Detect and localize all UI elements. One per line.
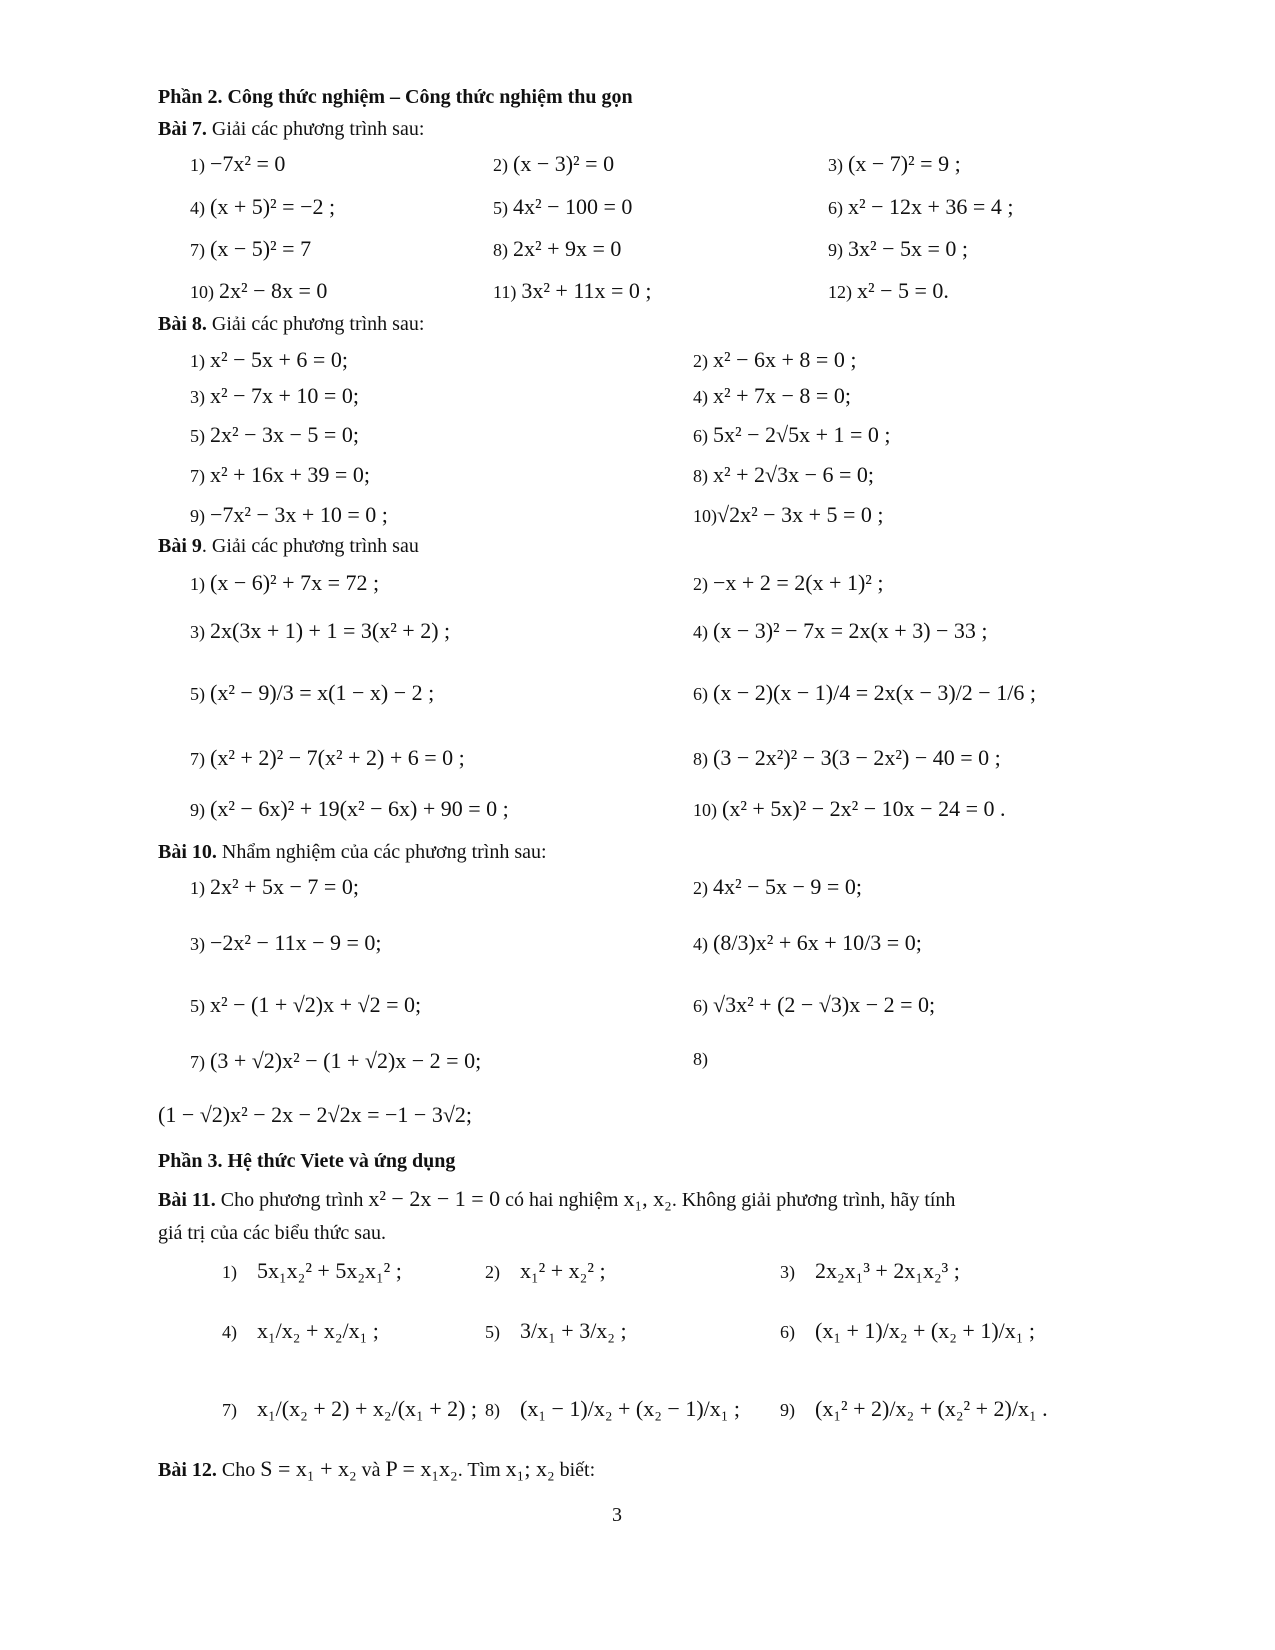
b10-item-8: [158, 1102, 472, 1128]
exercise-10-heading: [158, 841, 547, 864]
page-number: 3: [612, 1504, 622, 1526]
item-number: 9): [828, 240, 843, 260]
equation: 2x² + 5x − 7 = 0;: [210, 874, 359, 899]
equation: 2x₂x₁³ + 2x₁x₂³ ;: [815, 1258, 960, 1283]
equation: x² − 5 = 0.: [857, 278, 949, 303]
b11-item-3: [780, 1258, 960, 1284]
equation: 4x² − 5x − 9 = 0;: [713, 874, 862, 899]
item-number: 7): [190, 240, 205, 260]
exercise-9-heading: [158, 535, 419, 558]
equation: x² − 6x + 8 = 0 ;: [713, 347, 857, 372]
equation: −7x² − 3x + 10 = 0 ;: [210, 502, 388, 527]
equation: √3x² + (2 − √3)x − 2 = 0;: [713, 992, 936, 1017]
item-number: 1): [190, 155, 205, 175]
item-number: 1): [190, 351, 205, 371]
b8-item-7: [190, 462, 370, 488]
b7-item-8: [493, 236, 621, 262]
b11-item-6: [780, 1318, 1035, 1344]
equation: x² − 5x + 6 = 0;: [210, 347, 348, 372]
item-number: 2): [485, 1262, 500, 1282]
b7-item-9: [828, 236, 968, 262]
equation: x₁/x₂ + x₂/x₁ ;: [257, 1318, 379, 1343]
b8-item-5: [190, 422, 359, 448]
equation: (1 − √2)x² − 2x − 2√2x = −1 − 3√2;: [158, 1102, 473, 1127]
item-number: 10): [693, 506, 717, 526]
item-number: 6): [693, 684, 708, 704]
item-number: 3): [190, 387, 205, 407]
equation: −7x² = 0: [210, 151, 286, 176]
equation: 3x² − 5x = 0 ;: [848, 236, 969, 261]
item-number: 5): [190, 426, 205, 446]
exercise-12-heading: [158, 1456, 595, 1482]
item-number: 11): [493, 282, 517, 302]
section-2-heading: Phần 2. Công thức nghiệm – Công thức nghiệm thu gọn: [158, 86, 633, 108]
item-number: 4): [222, 1322, 237, 1342]
item-number: 5): [485, 1322, 500, 1342]
item-number: 5): [493, 198, 508, 218]
item-number: 4): [693, 934, 708, 954]
b7-item-6: [828, 194, 1013, 220]
b11-item-5: [485, 1318, 627, 1344]
item-number: 6): [693, 426, 708, 446]
b10-item-5: [190, 992, 421, 1018]
exercise-text: biết:: [554, 1459, 596, 1481]
equation-p: P = x₁x₂: [385, 1456, 458, 1481]
equation: 2x² − 3x − 5 = 0;: [210, 422, 359, 447]
equation: −2x² − 11x − 9 = 0;: [210, 930, 382, 955]
equation: x² + 7x − 8 = 0;: [713, 383, 851, 408]
b9-item-7: [190, 745, 465, 771]
b7-item-7: [190, 236, 311, 262]
b9-item-3: [190, 618, 450, 644]
item-number: 5): [190, 996, 205, 1016]
item-number: 8): [493, 240, 508, 260]
equation: x² + 2√3x − 6 = 0;: [713, 462, 875, 487]
b8-item-1: [190, 347, 348, 373]
exercise-text: và: [356, 1459, 386, 1481]
item-number: 3): [828, 155, 843, 175]
exercise-text: . Tìm: [457, 1459, 506, 1481]
b8-item-9: [190, 502, 388, 528]
equation: (x − 3)² − 7x = 2x(x + 3) − 33 ;: [713, 618, 988, 643]
item-number: 2): [693, 351, 708, 371]
equation: 2x² − 8x = 0: [219, 278, 328, 303]
b8-item-6: [693, 422, 891, 448]
equation: x₁² + x₂² ;: [520, 1258, 606, 1283]
b10-item-7: [190, 1048, 481, 1074]
b9-item-9: [190, 796, 509, 822]
item-number: 7): [190, 749, 205, 769]
equation: (8/3)x² + 6x + 10/3 = 0;: [713, 930, 922, 955]
exercise-text: Cho phương trình: [215, 1189, 369, 1211]
item-number: 7): [190, 466, 205, 486]
exercise-label: Bài 11.: [158, 1189, 216, 1211]
equation: x² − 2x − 1 = 0: [368, 1186, 501, 1211]
exercise-7-heading: [158, 118, 424, 141]
b7-item-5: [493, 194, 632, 220]
b11-item-1: [222, 1258, 402, 1284]
equation: (x₁ + 1)/x₂ + (x₂ + 1)/x₁ ;: [815, 1318, 1036, 1343]
equation: (3 − 2x²)² − 3(3 − 2x²) − 40 = 0 ;: [713, 745, 1001, 770]
equation: √2x² − 3x + 5 = 0 ;: [717, 502, 884, 527]
exercise-label: Bài 12.: [158, 1459, 217, 1481]
equation: x₁/(x₂ + 2) + x₂/(x₁ + 2) ;: [257, 1396, 478, 1421]
item-number: 5): [190, 684, 205, 704]
item-number: 9): [780, 1400, 795, 1420]
b10-item-1: [190, 874, 359, 900]
b7-item-10: [190, 278, 327, 304]
item-number: 3): [190, 622, 205, 642]
exercise-8-heading: [158, 313, 424, 336]
unknowns: x₁; x₂: [505, 1456, 555, 1481]
roots: x₁, x₂: [623, 1186, 672, 1211]
equation: 3/x₁ + 3/x₂ ;: [520, 1318, 627, 1343]
item-number: 1): [190, 878, 205, 898]
equation: (x − 7)² = 9 ;: [848, 151, 961, 176]
item-number: 4): [693, 387, 708, 407]
equation: 5x² − 2√5x + 1 = 0 ;: [713, 422, 891, 447]
b11-item-9: [780, 1396, 1048, 1422]
equation-s: S = x₁ + x₂: [260, 1456, 357, 1481]
equation: x² − 7x + 10 = 0;: [210, 383, 359, 408]
b9-item-1: [190, 570, 379, 596]
equation: 2x(3x + 1) + 1 = 3(x² + 2) ;: [210, 618, 451, 643]
equation: 3x² + 11x = 0 ;: [521, 278, 652, 303]
item-number: 9): [190, 506, 205, 526]
item-number: 3): [190, 934, 205, 954]
equation: x² + 16x + 39 = 0;: [210, 462, 370, 487]
b8-item-3: [190, 383, 359, 409]
b10-item-8-number: [693, 1048, 708, 1071]
b9-item-4: [693, 618, 988, 644]
b8-item-10: [693, 502, 884, 528]
item-number: 9): [190, 800, 205, 820]
b10-item-3: [190, 930, 382, 956]
equation: (x² − 6x)² + 19(x² − 6x) + 90 = 0 ;: [210, 796, 509, 821]
b7-item-2: [493, 151, 614, 177]
exercise-text: . Giải các phương trình sau: [201, 535, 419, 557]
item-number: 8): [693, 466, 708, 486]
b11-item-8: [485, 1396, 740, 1422]
exercise-text: Nhẩm nghiệm của các phương trình sau:: [216, 841, 547, 863]
b10-item-2: [693, 874, 862, 900]
exercise-text: Giải các phương trình sau:: [206, 313, 425, 335]
b11-item-4: [222, 1318, 379, 1344]
exercise-label: Bài 7.: [158, 118, 207, 140]
exercise-11-text-cont: giá trị của các biểu thức sau.: [158, 1222, 386, 1244]
equation: −x + 2 = 2(x + 1)² ;: [713, 570, 884, 595]
item-number: 4): [693, 622, 708, 642]
item-number: 4): [190, 198, 205, 218]
item-number: 2): [493, 155, 508, 175]
equation: 2x² + 9x = 0: [513, 236, 622, 261]
b9-item-2: [693, 570, 884, 596]
equation: 5x₁x₂² + 5x₂x₁² ;: [257, 1258, 402, 1283]
exercise-11-heading: [158, 1186, 955, 1212]
section-3-heading: Phần 3. Hệ thức Viete và ứng dụng: [158, 1150, 456, 1172]
exercise-text: có hai nghiệm: [500, 1189, 624, 1211]
equation: (x² − 9)/3 = x(1 − x) − 2 ;: [210, 680, 435, 705]
exercise-label: Bài 9: [158, 535, 202, 557]
item-number: 8): [693, 1049, 708, 1069]
item-number: 8): [485, 1400, 500, 1420]
item-number: 6): [828, 198, 843, 218]
equation: (x − 5)² = 7: [210, 236, 312, 261]
equation: x² − (1 + √2)x + √2 = 0;: [210, 992, 422, 1017]
item-number: 8): [693, 749, 708, 769]
b7-item-11: [493, 278, 652, 304]
b7-item-1: [190, 151, 285, 177]
exercise-label: Bài 10.: [158, 841, 217, 863]
equation: (x₁² + 2)/x₂ + (x₂² + 2)/x₁ .: [815, 1396, 1048, 1421]
item-number: 7): [222, 1400, 237, 1420]
item-number: 7): [190, 1052, 205, 1072]
item-number: 1): [222, 1262, 237, 1282]
b7-item-4: [190, 194, 335, 220]
b11-item-2: [485, 1258, 606, 1284]
equation: (x² + 2)² − 7(x² + 2) + 6 = 0 ;: [210, 745, 465, 770]
item-number: 2): [693, 878, 708, 898]
item-number: 3): [780, 1262, 795, 1282]
exercise-text: . Không giải phương trình, hãy tính: [671, 1189, 956, 1211]
b8-item-2: [693, 347, 856, 373]
b7-item-12: [828, 278, 949, 304]
b11-item-7: [222, 1396, 477, 1422]
equation: (x − 2)(x − 1)/4 = 2x(x − 3)/2 − 1/6 ;: [713, 680, 1036, 705]
equation: 4x² − 100 = 0: [513, 194, 633, 219]
b9-item-6: [693, 680, 1036, 706]
item-number: 6): [780, 1322, 795, 1342]
b10-item-6: [693, 992, 935, 1018]
exercise-label: Bài 8.: [158, 313, 207, 335]
item-number: 10): [693, 800, 717, 820]
exercise-text: Giải các phương trình sau:: [206, 118, 425, 140]
item-number: 1): [190, 574, 205, 594]
exercise-text: Cho: [216, 1459, 261, 1481]
b9-item-10: [693, 796, 1005, 822]
b9-item-8: [693, 745, 1001, 771]
b8-item-4: [693, 383, 851, 409]
equation: (x + 5)² = −2 ;: [210, 194, 336, 219]
equation: (x₁ − 1)/x₂ + (x₂ − 1)/x₁ ;: [520, 1396, 741, 1421]
equation: (x − 3)² = 0: [513, 151, 615, 176]
equation: (3 + √2)x² − (1 + √2)x − 2 = 0;: [210, 1048, 482, 1073]
item-number: 6): [693, 996, 708, 1016]
item-number: 12): [828, 282, 852, 302]
b9-item-5: [190, 680, 434, 706]
equation: x² − 12x + 36 = 4 ;: [848, 194, 1014, 219]
equation: (x − 6)² + 7x = 72 ;: [210, 570, 380, 595]
item-number: 2): [693, 574, 708, 594]
equation: (x² + 5x)² − 2x² − 10x − 24 = 0 .: [722, 796, 1006, 821]
b10-item-4: [693, 930, 922, 956]
item-number: 10): [190, 282, 214, 302]
b7-item-3: [828, 151, 961, 177]
b8-item-8: [693, 462, 874, 488]
